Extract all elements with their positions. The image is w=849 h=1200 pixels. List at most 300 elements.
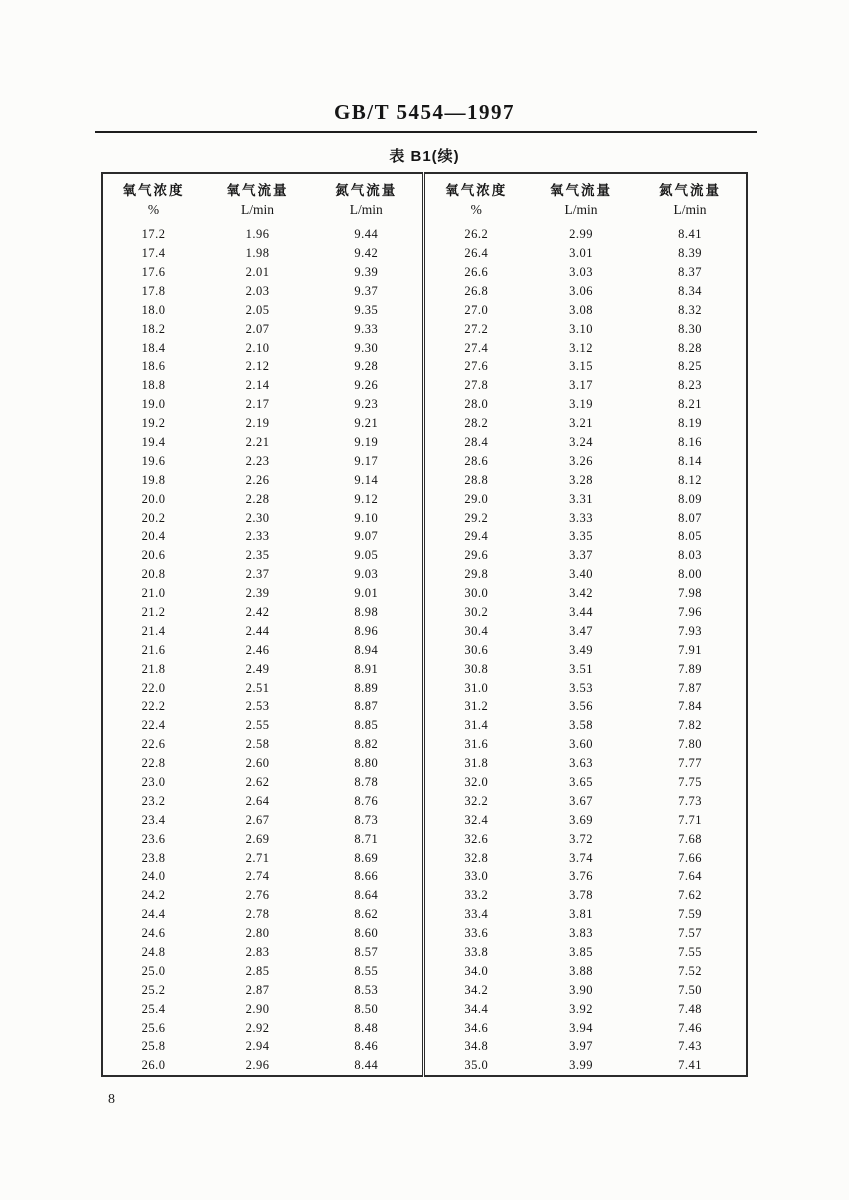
table-cell: 23.0: [141, 775, 166, 790]
table-cell: 2.49: [245, 661, 270, 676]
table-cell: 31.6: [423, 735, 528, 754]
table-row: [102, 622, 747, 641]
table-cell: 2.30: [245, 510, 270, 525]
table-row: [102, 867, 747, 886]
table-cell: 26.2: [423, 225, 528, 244]
table-cell: 8.46: [354, 1039, 379, 1054]
table-cell: 2.99: [569, 227, 593, 242]
table-cell: 8.57: [354, 945, 379, 960]
table-cell: 19.2: [141, 416, 166, 431]
table-cell: 30.0: [423, 584, 528, 603]
table-cell: 8.87: [354, 699, 379, 714]
table-cell: 27.2: [423, 319, 528, 338]
table-cell: 26.0: [141, 1058, 166, 1073]
table-cell: 3.26: [569, 453, 593, 468]
table-cell: 3.40: [569, 567, 593, 582]
table-cell: 22.8: [141, 756, 166, 771]
table-cell: 18.8: [141, 378, 166, 393]
table-cell: 8.96: [354, 623, 379, 638]
table-cell: 3.44: [569, 605, 593, 619]
table-cell: 2.58: [245, 737, 270, 752]
table-row: [102, 527, 747, 546]
table-cell: 8.14: [678, 453, 702, 468]
table-cell: 8.44: [354, 1058, 379, 1073]
table-cell: 7.64: [678, 869, 702, 884]
table-row: [102, 433, 747, 452]
table-row: [102, 924, 747, 943]
table-cell: 8.80: [354, 756, 379, 771]
table-cell: 18.6: [141, 359, 166, 374]
table-cell: 31.8: [423, 754, 528, 773]
table-cell: 9.35: [354, 302, 379, 317]
column-header: [528, 173, 634, 225]
table-cell: 7.82: [678, 718, 702, 733]
table-row: [102, 603, 747, 622]
table-cell: 32.8: [423, 848, 528, 867]
table-cell: 3.21: [569, 416, 593, 431]
table-cell: 2.19: [245, 416, 270, 431]
standard-code: GB/T 5454—1997: [333, 100, 516, 124]
table-cell: 17.6: [141, 264, 166, 279]
table-cell: 27.8: [423, 376, 528, 395]
table-cell: 3.99: [569, 1058, 593, 1073]
table-cell: 9.37: [354, 283, 379, 298]
table-cell: 3.12: [569, 340, 593, 355]
table-cell: 2.17: [245, 397, 270, 412]
table-cell: 9.12: [354, 491, 379, 506]
table-cell: 9.33: [354, 321, 379, 336]
table-cell: 8.71: [354, 831, 379, 846]
table-cell: 3.60: [569, 737, 593, 752]
column-header-unit: %: [147, 201, 160, 217]
table-row: [102, 886, 747, 905]
table-cell: 7.41: [678, 1058, 702, 1073]
table-cell: 3.63: [569, 756, 593, 771]
table-cell: 2.26: [245, 472, 270, 487]
table-cell: 32.2: [423, 792, 528, 811]
table-cell: 27.4: [423, 338, 528, 357]
table-cell: 21.8: [141, 661, 166, 676]
column-header-unit: L/min: [564, 201, 598, 217]
table-cell: 8.55: [354, 963, 379, 978]
table-cell: 9.10: [354, 510, 379, 525]
table-row: [102, 1018, 747, 1037]
column-header-label: 氧气流量: [550, 182, 612, 198]
table-cell: 8.91: [354, 661, 379, 676]
column-header-unit: L/min: [241, 201, 274, 217]
table-cell: 29.0: [423, 489, 528, 508]
table-cell: 8.28: [678, 340, 702, 355]
table-cell: 25.8: [141, 1039, 166, 1054]
table-cell: 7.77: [678, 756, 702, 771]
table-row: [102, 225, 747, 244]
table-row: [102, 452, 747, 471]
table-cell: 3.88: [569, 963, 593, 978]
table-cell: 3.31: [569, 491, 593, 506]
table-cell: 7.48: [678, 1001, 702, 1016]
table-cell: 26.8: [423, 282, 528, 301]
table-row: [102, 565, 747, 584]
table-cell: 33.0: [423, 867, 528, 886]
table-cell: 34.8: [423, 1037, 528, 1056]
table-cell: 18.4: [141, 340, 166, 355]
table-cell: 3.90: [569, 982, 593, 997]
table-cell: 34.6: [423, 1018, 528, 1037]
table-cell: 8.50: [354, 1001, 379, 1016]
table-cell: 3.58: [569, 718, 593, 733]
column-header-label: 氮气流量: [659, 182, 721, 198]
table-cell: 23.6: [141, 831, 166, 846]
table-row: [102, 962, 747, 981]
table-cell: 2.64: [245, 793, 270, 808]
table-cell: 3.92: [569, 1001, 593, 1016]
table-cell: 8.03: [678, 548, 702, 563]
table-cell: 8.82: [354, 737, 379, 752]
table-row: [102, 357, 747, 376]
table-cell: 28.0: [423, 395, 528, 414]
table-cell: 2.51: [245, 680, 270, 695]
table-title: 表 B1(续): [389, 148, 460, 165]
table-row: [102, 1056, 747, 1076]
table-cell: 31.4: [423, 716, 528, 735]
table-cell: 24.8: [141, 945, 166, 960]
table-cell: 7.52: [678, 963, 702, 978]
table-cell: 8.12: [678, 472, 702, 487]
table-cell: 22.6: [141, 737, 166, 752]
table-row: [102, 282, 747, 301]
table-cell: 2.42: [245, 605, 270, 619]
table-cell: 1.96: [245, 227, 270, 242]
table-row: [102, 773, 747, 792]
table-cell: 3.37: [569, 548, 593, 563]
table-cell: 3.03: [569, 264, 593, 279]
column-header: [102, 173, 204, 225]
table-row: [102, 848, 747, 867]
table-cell: 21.6: [141, 642, 166, 657]
table-cell: 2.21: [245, 434, 270, 449]
table-cell: 2.67: [245, 812, 270, 827]
table-cell: 33.8: [423, 943, 528, 962]
table-cell: 28.6: [423, 452, 528, 471]
table-cell: 21.0: [141, 586, 166, 601]
table-cell: 9.42: [354, 246, 379, 261]
table-cell: 29.4: [423, 527, 528, 546]
table-cell: 25.4: [141, 1001, 166, 1016]
table-cell: 29.8: [423, 565, 528, 584]
table-row: [102, 508, 747, 527]
table-cell: 17.2: [141, 227, 166, 242]
table-cell: 9.44: [354, 227, 379, 242]
table-row: [102, 546, 747, 565]
table-cell: 7.62: [678, 888, 702, 903]
table-cell: 9.21: [354, 416, 379, 431]
column-header-label: 氧气浓度: [445, 182, 508, 198]
column-header-unit: L/min: [349, 201, 383, 217]
table-cell: 2.28: [245, 491, 270, 506]
table-cell: 3.49: [569, 642, 593, 657]
table-cell: 31.0: [423, 678, 528, 697]
table-cell: 20.2: [141, 510, 166, 525]
table-cell: 8.64: [354, 888, 379, 903]
table-cell: 8.89: [354, 680, 379, 695]
table-cell: 2.46: [245, 642, 270, 657]
table-cell: 2.96: [245, 1058, 270, 1073]
table-cell: 3.08: [569, 302, 593, 317]
table-cell: 2.74: [245, 869, 270, 884]
table-cell: 25.2: [141, 982, 166, 997]
table-cell: 8.78: [354, 775, 379, 790]
table-cell: 7.89: [678, 661, 702, 676]
table-cell: 2.05: [245, 302, 270, 317]
table-cell: 1.98: [245, 246, 270, 261]
table-cell: 2.60: [245, 756, 270, 771]
table-cell: 8.25: [678, 359, 702, 374]
table-cell: 2.76: [245, 888, 270, 903]
table-row: [102, 471, 747, 490]
table-cell: 2.62: [245, 775, 270, 790]
table-cell: 32.6: [423, 830, 528, 849]
table-cell: 2.78: [245, 907, 270, 922]
table-cell: 8.66: [354, 869, 379, 884]
table-cell: 7.55: [678, 945, 702, 960]
table-cell: 2.94: [245, 1039, 270, 1054]
table-cell: 34.0: [423, 962, 528, 981]
table-cell: 32.4: [423, 811, 528, 830]
table-cell: 8.76: [354, 793, 379, 808]
column-header-unit: L/min: [673, 201, 707, 217]
table-header-row: [102, 173, 747, 225]
table-cell: 3.85: [569, 945, 593, 960]
table-cell: 9.23: [354, 397, 379, 412]
table-cell: 3.35: [569, 529, 593, 544]
table-cell: 24.2: [141, 888, 166, 903]
table-row: [102, 981, 747, 1000]
table-cell: 9.17: [354, 453, 379, 468]
table-cell: 8.19: [678, 416, 702, 431]
table-cell: 2.92: [245, 1020, 270, 1035]
column-header-label: 氧气流量: [226, 182, 289, 198]
table-cell: 7.93: [678, 623, 702, 638]
table-cell: 9.14: [354, 472, 379, 487]
column-header: [311, 173, 423, 225]
table-cell: 3.76: [569, 869, 593, 884]
table-cell: 33.4: [423, 905, 528, 924]
table-cell: 17.8: [141, 283, 166, 298]
table-cell: 9.03: [354, 567, 379, 582]
table-cell: 2.12: [245, 359, 270, 374]
table-cell: 8.94: [354, 642, 379, 657]
table-cell: 3.69: [569, 812, 593, 827]
table-cell: 3.17: [569, 378, 593, 393]
table-cell: 29.2: [423, 508, 528, 527]
table-cell: 21.4: [141, 623, 166, 638]
table-cell: 8.34: [678, 283, 702, 298]
table-cell: 28.2: [423, 414, 528, 433]
table-row: [102, 338, 747, 357]
table-cell: 2.39: [245, 586, 270, 601]
table-cell: 28.4: [423, 433, 528, 452]
table-row: [102, 244, 747, 263]
header-rule: [95, 131, 757, 133]
table-cell: 7.57: [678, 926, 702, 941]
table-cell: 24.6: [141, 926, 166, 941]
table-cell: 7.96: [678, 605, 702, 619]
table-cell: 9.30: [354, 340, 379, 355]
table-cell: 20.8: [141, 567, 166, 582]
table-cell: 34.4: [423, 1000, 528, 1019]
table-cell: 23.4: [141, 812, 166, 827]
table-cell: 26.4: [423, 244, 528, 263]
table-row: [102, 1037, 747, 1056]
table-row: [102, 319, 747, 338]
table-cell: 3.47: [569, 623, 593, 638]
table-cell: 8.39: [678, 246, 702, 261]
table-cell: 8.23: [678, 378, 702, 393]
table-cell: 8.32: [678, 302, 702, 317]
table-cell: 8.53: [354, 982, 379, 997]
table-cell: 8.30: [678, 321, 702, 336]
table-cell: 8.21: [678, 397, 702, 412]
table-row: [102, 716, 747, 735]
table-cell: 2.80: [245, 926, 270, 941]
table-cell: 3.81: [569, 907, 593, 922]
table-cell: 2.23: [245, 453, 270, 468]
table-cell: 7.68: [678, 831, 702, 846]
table-cell: 7.80: [678, 737, 702, 752]
table-row: [102, 905, 747, 924]
gas-flow-table: [101, 172, 748, 1077]
table-cell: 2.69: [245, 831, 270, 846]
column-header-label: 氧气浓度: [122, 182, 185, 198]
table-cell: 7.84: [678, 699, 702, 714]
table-cell: 21.2: [141, 605, 166, 619]
table-cell: 2.83: [245, 945, 270, 960]
table-cell: 35.0: [423, 1056, 528, 1076]
table-cell: 24.0: [141, 869, 166, 884]
table-row: [102, 263, 747, 282]
table-row: [102, 414, 747, 433]
table-cell: 7.59: [678, 907, 702, 922]
table-cell: 3.53: [569, 680, 593, 695]
table-cell: 8.73: [354, 812, 379, 827]
table-cell: 8.00: [678, 567, 702, 582]
table-cell: 3.83: [569, 926, 593, 941]
table-cell: 2.14: [245, 378, 270, 393]
table-cell: 3.15: [569, 359, 593, 374]
table-cell: 7.66: [678, 850, 702, 865]
table-row: [102, 584, 747, 603]
table-cell: 9.01: [354, 586, 379, 601]
table-cell: 8.48: [354, 1020, 379, 1035]
table-row: [102, 943, 747, 962]
table-row: [102, 1000, 747, 1019]
table-cell: 3.56: [569, 699, 593, 714]
table-cell: 2.55: [245, 718, 270, 733]
table-cell: 2.37: [245, 567, 270, 582]
table-cell: 34.2: [423, 981, 528, 1000]
table-cell: 3.28: [569, 472, 593, 487]
table-row: [102, 659, 747, 678]
table-cell: 7.43: [678, 1039, 702, 1054]
table-cell: 7.87: [678, 680, 702, 695]
table-cell: 2.87: [245, 982, 270, 997]
table-cell: 3.74: [569, 850, 593, 865]
table-row: [102, 830, 747, 849]
table-cell: 27.6: [423, 357, 528, 376]
table-cell: 18.0: [141, 302, 166, 317]
table-cell: 2.85: [245, 963, 270, 978]
table-row: [102, 697, 747, 716]
table-cell: 3.78: [569, 888, 593, 903]
table-cell: 8.05: [678, 529, 702, 544]
table-cell: 8.37: [678, 264, 702, 279]
table-row: [102, 376, 747, 395]
table-cell: 22.0: [141, 680, 166, 695]
table-cell: 2.71: [245, 850, 270, 865]
table-cell: 32.0: [423, 773, 528, 792]
table-cell: 25.0: [141, 963, 166, 978]
table-cell: 3.65: [569, 775, 593, 790]
table-cell: 29.6: [423, 546, 528, 565]
table-cell: 9.19: [354, 434, 379, 449]
table-cell: 23.2: [141, 793, 166, 808]
table-cell: 22.4: [141, 718, 166, 733]
table-cell: 30.4: [423, 622, 528, 641]
table-cell: 2.33: [245, 529, 270, 544]
table-row: [102, 395, 747, 414]
table-row: [102, 811, 747, 830]
table-cell: 24.4: [141, 907, 166, 922]
table-cell: 22.2: [141, 699, 166, 714]
table-cell: 2.53: [245, 699, 270, 714]
table-cell: 3.67: [569, 793, 593, 808]
table-row: [102, 754, 747, 773]
table-cell: 7.50: [678, 982, 702, 997]
table-cell: 3.01: [569, 246, 593, 261]
table-cell: 25.6: [141, 1020, 166, 1035]
table-cell: 19.4: [141, 434, 166, 449]
table-cell: 3.19: [569, 397, 593, 412]
table-cell: 8.85: [354, 718, 379, 733]
table-cell: 7.46: [678, 1020, 702, 1035]
table-cell: 8.60: [354, 926, 379, 941]
column-header: [204, 173, 311, 225]
table-cell: 19.8: [141, 472, 166, 487]
table-cell: 7.91: [678, 642, 702, 657]
table-cell: 8.62: [354, 907, 379, 922]
table-cell: 2.44: [245, 623, 270, 638]
table-cell: 19.6: [141, 453, 166, 468]
table-cell: 3.06: [569, 283, 593, 298]
table-cell: 26.6: [423, 263, 528, 282]
table-cell: 31.2: [423, 697, 528, 716]
table-row: [102, 735, 747, 754]
table-cell: 2.01: [245, 264, 270, 279]
table-cell: 23.8: [141, 850, 166, 865]
table-row: [102, 792, 747, 811]
table-cell: 2.90: [245, 1001, 270, 1016]
table-cell: 3.33: [569, 510, 593, 525]
table-cell: 2.35: [245, 548, 270, 563]
table-cell: 30.8: [423, 659, 528, 678]
table-row: [102, 489, 747, 508]
table-cell: 9.39: [354, 264, 379, 279]
column-header: [634, 173, 747, 225]
table-cell: 28.8: [423, 471, 528, 490]
table-cell: 3.97: [569, 1039, 593, 1054]
table-cell: 9.05: [354, 548, 379, 563]
table-cell: 20.4: [141, 529, 166, 544]
